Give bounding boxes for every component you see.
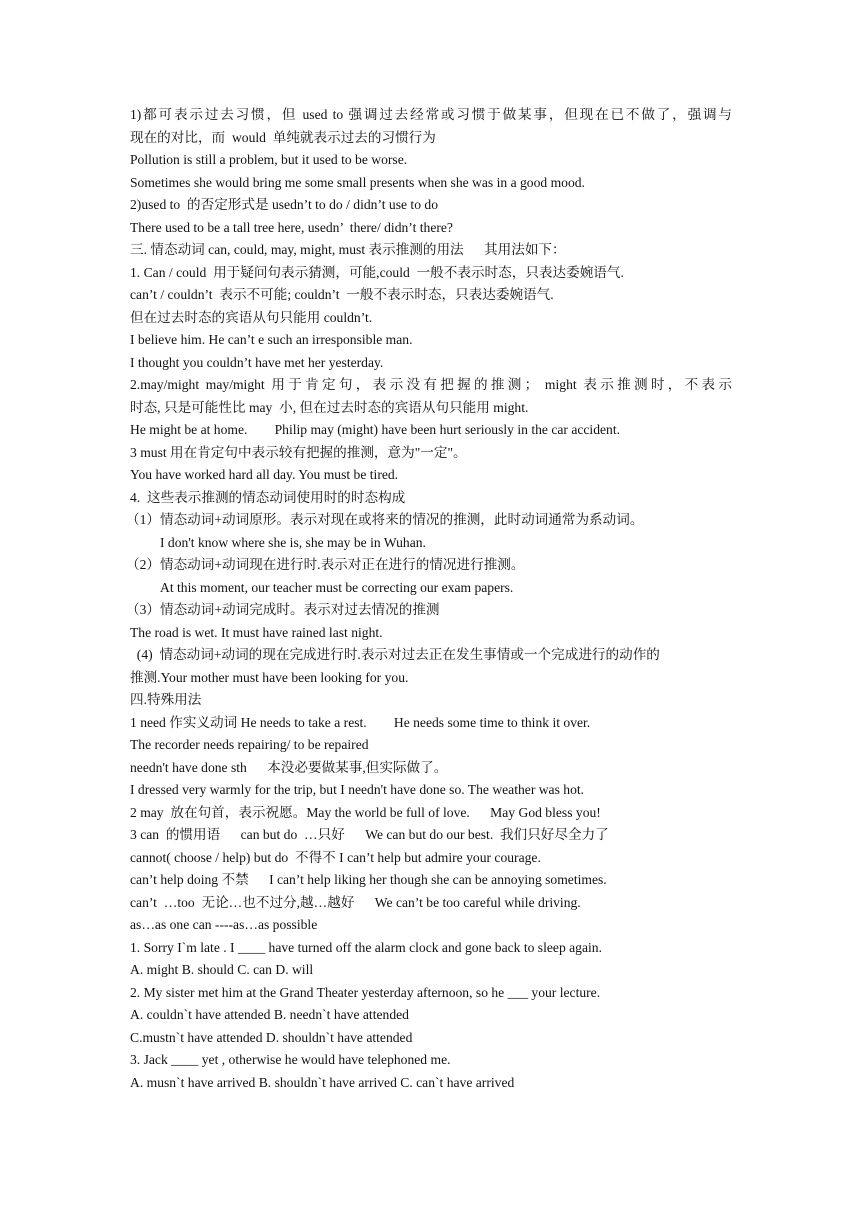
- text-line: Sometimes she would bring me some small presents when she was in a good mood.: [130, 174, 585, 190]
- exercise-options: A. couldn`t have attended B. needn`t have attended: [130, 1007, 409, 1022]
- exercise-options: A. musn`t have arrived B. shouldn`t have arrived C. can`t have arrived: [130, 1074, 515, 1090]
- text-line: needn't have done sth 本没必要做某事,但实际做了。: [130, 759, 448, 775]
- section-heading: 三. 情态动词 can, could, may, might, must 表示推测的用法 其用法如下：: [130, 242, 566, 257]
- exercise-options: C.mustn`t have attended D. shouldn`t have attended: [130, 1029, 413, 1045]
- text-line: 3 must 用在肯定句中表示较有把握的推测，意为"一定"。: [130, 444, 467, 460]
- document-page: [126, 104, 732, 1094]
- text-line: 2.may/might may/might 用于肯定句，表示没有把握的推测； might 表示推测时，不表示: [130, 377, 732, 392]
- exercise-question: 2. My sister met him at the Grand Theater yesterday afternoon, so he ___ your lecture.: [130, 984, 601, 1000]
- text-line: I thought you couldn’t have met her yesterday.: [130, 354, 384, 370]
- text-line: can’t …too 无论…也不过分,越…越好 We can’t be too careful while driving.: [130, 894, 581, 910]
- text-line: At this moment, our teacher must be correcting our exam papers.: [160, 579, 514, 595]
- text-line: 现在的对比，而 would 单纯就表示过去的习惯行为: [130, 129, 436, 145]
- text-line: can’t / couldn’t 表示不可能; couldn’t 一般不表示时态，只表达委婉语气.: [130, 287, 554, 302]
- text-line: 推测.Your mother must have been looking for you.: [130, 669, 409, 685]
- section-heading: 四.特殊用法: [130, 692, 202, 707]
- text-line: I don't know where she is, she may be in Wuhan.: [160, 534, 426, 550]
- text-line: The recorder needs repairing/ to be repaired: [130, 737, 369, 752]
- text-line: 但在过去时态的宾语从句只能用 couldn’t.: [130, 309, 373, 325]
- text-line: (4) 情态动词+动词的现在完成进行时.表示对过去正在发生事情或一个完成进行的动作的: [130, 647, 660, 662]
- text-line: The road is wet. It must have rained last night.: [130, 624, 383, 640]
- text-line: cannot( choose / help) but do 不得不 I can’t help but admire your courage.: [130, 849, 541, 865]
- text-line: （2）情态动词+动词现在进行时.表示对正在进行的情况进行推测。: [126, 557, 525, 572]
- text-line: 1 need 作实义动词 He needs to take a rest. He needs some time to think it over.: [130, 714, 591, 730]
- text-line: can’t help doing 不禁 I can’t help liking her though she can be annoying sometimes.: [130, 872, 607, 887]
- text-line: 2)used to 的否定形式是 usedn’t to do / didn’t use to do: [130, 197, 438, 212]
- text-line: I dressed very warmly for the trip, but I needn't have done so. The weather was hot.: [130, 782, 585, 797]
- exercise-question: 3. Jack ____ yet , otherwise he would have telephoned me.: [130, 1052, 451, 1067]
- text-line: （3）情态动词+动词完成时。表示对过去情况的推测: [126, 602, 440, 617]
- text-line: 4. 这些表示推测的情态动词使用时的时态构成: [130, 489, 406, 505]
- text-line: 1. Can / could 用于疑问句表示猜测，可能,could 一般不表示时态，只表达委婉语气.: [130, 264, 624, 280]
- text-line: 2 may 放在句首，表示祝愿。May the world be full of love. May God bless you!: [130, 804, 601, 820]
- text-line: You have worked hard all day. You must be tired.: [130, 467, 399, 482]
- exercise-question: 1. Sorry I`m late . I ____ have turned off the alarm clock and gone back to sleep again.: [130, 939, 602, 955]
- text-line: （1）情态动词+动词原形。表示对现在或将来的情况的推测，此时动词通常为系动词。: [126, 512, 644, 527]
- text-line: 时态, 只是可能性比 may 小, 但在过去时态的宾语从句只能用 might.: [130, 399, 529, 415]
- text-line: Pollution is still a problem, but it used to be worse.: [130, 152, 408, 167]
- text-line: 1)都可表示过去习惯，但 used to 强调过去经常或习惯于做某事，但现在已不做了，强调与: [130, 107, 732, 122]
- text-line: as…as one can ----as…as possible: [130, 917, 318, 932]
- text-line: 3 can 的惯用语 can but do …只好 We can but do our best. 我们只好尽全力了: [130, 827, 609, 842]
- text-line: There used to be a tall tree here, usedn’ there/ didn’t there?: [130, 219, 453, 235]
- exercise-options: A. might B. should C. can D. will: [130, 962, 314, 977]
- text-line: I believe him. He can’t e such an irresponsible man.: [130, 332, 413, 347]
- text-line: He might be at home. Philip may (might) have been hurt seriously in the car accident.: [130, 422, 620, 437]
